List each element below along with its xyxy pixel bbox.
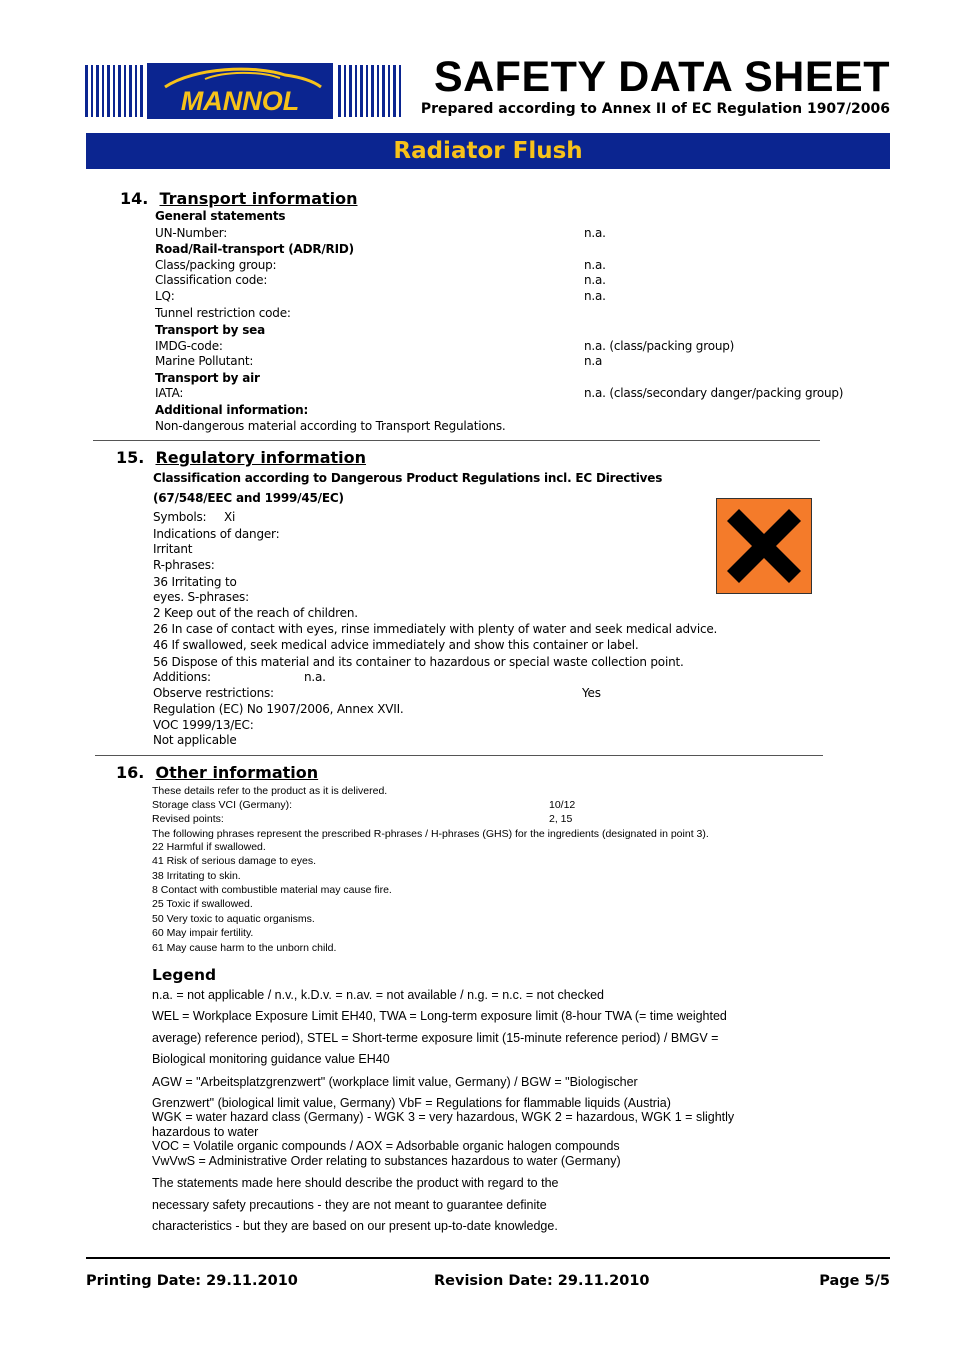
legend-line: n.a. = not applicable / n.v., k.D.v. = n.av. = not available / n.g. = n.c. = not checked [152, 988, 605, 1002]
legend-line: average) reference period), STEL = Short-terme exposure limit (15-minute reference period) / BMGV = [152, 1031, 719, 1045]
un-number-label: UN-Number: [155, 226, 228, 240]
regulatory-line: 56 Dispose of this material and its container to hazardous or special waste collection point. [153, 655, 684, 669]
revised-points-value: 2, 15 [549, 813, 573, 825]
general-statements-heading: General statements [155, 209, 286, 223]
section-15-heading [116, 448, 366, 467]
regulatory-line: 26 In case of contact with eyes, rinse immediately with plenty of water and seek medical advice. [153, 622, 718, 636]
un-number-value: n.a. [584, 226, 606, 240]
revised-points-label: Revised points: [152, 813, 224, 825]
additions-value: n.a. [304, 670, 326, 684]
additional-info-text: Non-dangerous material according to Transport Regulations. [155, 419, 506, 433]
observe-restrictions-label: Observe restrictions: [153, 686, 274, 700]
storage-class-value: 10/12 [549, 799, 576, 811]
r-phrase: 8 Contact with combustible material may cause fire. [152, 884, 392, 896]
iata-value: n.a. (class/secondary danger/packing group) [584, 386, 844, 400]
voc-label: VOC 1999/13/EC: [153, 718, 254, 732]
regulatory-line: 46 If swallowed, seek medical advice immediately and show this container or label. [153, 638, 639, 652]
details-text: These details refer to the product as it is delivered. [152, 785, 388, 797]
regulatory-line: eyes. S-phrases: [153, 590, 249, 604]
section-14-heading [120, 189, 358, 208]
legend-line: VwVwS = Administrative Order relating to substances hazardous to water (Germany) [152, 1154, 621, 1168]
footer-rule [86, 1257, 890, 1259]
r-phrase: 50 Very toxic to aquatic organisms. [152, 913, 315, 925]
r-phrase: 60 May impair fertility. [152, 927, 254, 939]
regulation-line: Regulation (EC) No 1907/2006, Annex XVII. [153, 702, 404, 716]
observe-restrictions-value: Yes [582, 686, 601, 700]
classification-heading-line1: Classification according to Dangerous Product Regulations incl. EC Directives [153, 471, 663, 485]
additions-label: Additions: [153, 670, 211, 684]
product-banner [86, 133, 890, 169]
voc-value: Not applicable [153, 733, 237, 747]
section-title: Regulatory information [155, 448, 367, 467]
imdg-value: n.a. (class/packing group) [584, 339, 735, 353]
legend-line: VOC = Volatile organic compounds / AOX = Adsorbable organic halogen compounds [152, 1139, 620, 1153]
legend-line: necessary safety precautions - they are not meant to guarantee definite [152, 1198, 547, 1212]
legend-line: Biological monitoring guidance value EH40 [152, 1052, 390, 1066]
regulatory-line: Indications of danger: [153, 527, 280, 541]
r-phrase: 38 Irritating to skin. [152, 870, 241, 882]
section-number: 15. [116, 448, 145, 467]
r-phrase: 61 May cause harm to the unborn child. [152, 942, 337, 954]
lq-label: LQ: [155, 289, 175, 303]
section-number: 16. [116, 763, 145, 782]
classification-code-label: Classification code: [155, 273, 268, 287]
classification-code-value: n.a. [584, 273, 606, 287]
product-name: Radiator Flush [393, 138, 583, 164]
regulatory-line: 2 Keep out of the reach of children. [153, 606, 358, 620]
irritant-hazard-icon [716, 498, 812, 594]
legend-line: The statements made here should describe the product with regard to the [152, 1176, 559, 1190]
sea-heading: Transport by sea [155, 323, 266, 337]
class-packing-label: Class/packing group: [155, 258, 277, 272]
section-16-heading [116, 763, 318, 782]
storage-class-label: Storage class VCI (Germany): [152, 799, 293, 811]
regulatory-line: 36 Irritating to [153, 575, 237, 589]
section-title: Other information [155, 763, 319, 782]
symbols-label: Symbols: [153, 510, 207, 524]
mannol-logo [85, 63, 405, 119]
section-divider [93, 440, 820, 441]
legend-line: AGW = "Arbeitsplatzgrenzwert" (workplace limit value, Germany) / BGW = "Biologischer [152, 1075, 638, 1089]
r-phrase: 22 Harmful if swallowed. [152, 841, 266, 853]
phrases-intro: The following phrases represent the prescribed R-phrases / H-phrases (GHS) for the ingredients (designated in point 3). [152, 828, 709, 840]
legend-heading: Legend [152, 966, 217, 984]
page-subtitle: Prepared according to Annex II of EC Regulation 1907/2006 [420, 101, 890, 117]
regulatory-line: Irritant [153, 542, 193, 556]
class-packing-value: n.a. [584, 258, 606, 272]
section-divider [95, 755, 823, 756]
page-title: SAFETY DATA SHEET [433, 53, 890, 101]
marine-pollutant-label: Marine Pollutant: [155, 354, 254, 368]
additional-info-heading: Additional information: [155, 403, 309, 417]
classification-heading-line2: (67/548/EEC and 1999/45/EC) [153, 491, 344, 505]
lq-value: n.a. [584, 289, 606, 303]
page-number: Page 5/5 [819, 1273, 890, 1289]
legend-line: WEL = Workplace Exposure Limit EH40, TWA = Long-term exposure limit (8-hour TWA (= time weighted [152, 1009, 727, 1023]
marine-pollutant-value: n.a [584, 354, 603, 368]
symbols-value: Xi [224, 510, 236, 524]
revision-date: Revision Date: 29.11.2010 [434, 1273, 650, 1289]
regulatory-line: R-phrases: [153, 558, 215, 572]
printing-date: Printing Date: 29.11.2010 [86, 1273, 298, 1289]
iata-label: IATA: [155, 386, 184, 400]
imdg-label: IMDG-code: [155, 339, 223, 353]
air-heading: Transport by air [155, 371, 260, 385]
legend-line: WGK = water hazard class (Germany) - WGK 3 = very hazardous, WGK 2 = hazardous, WGK 1 = slightly [152, 1110, 735, 1124]
legend-line: characteristics - but they are based on our present up-to-date knowledge. [152, 1219, 558, 1233]
tunnel-restriction-label: Tunnel restriction code: [155, 306, 291, 320]
road-rail-heading: Road/Rail-transport (ADR/RID) [155, 242, 354, 256]
r-phrase: 41 Risk of serious damage to eyes. [152, 855, 317, 867]
svg-text:MANNOL: MANNOL [180, 86, 300, 116]
legend-line: hazardous to water [152, 1125, 259, 1139]
r-phrase: 25 Toxic if swallowed. [152, 898, 253, 910]
section-number: 14. [120, 189, 149, 208]
section-title: Transport information [159, 189, 358, 208]
legend-line: Grenzwert" (biological limit value, Germany) VbF = Regulations for flammable liquids (Austria) [152, 1096, 671, 1110]
